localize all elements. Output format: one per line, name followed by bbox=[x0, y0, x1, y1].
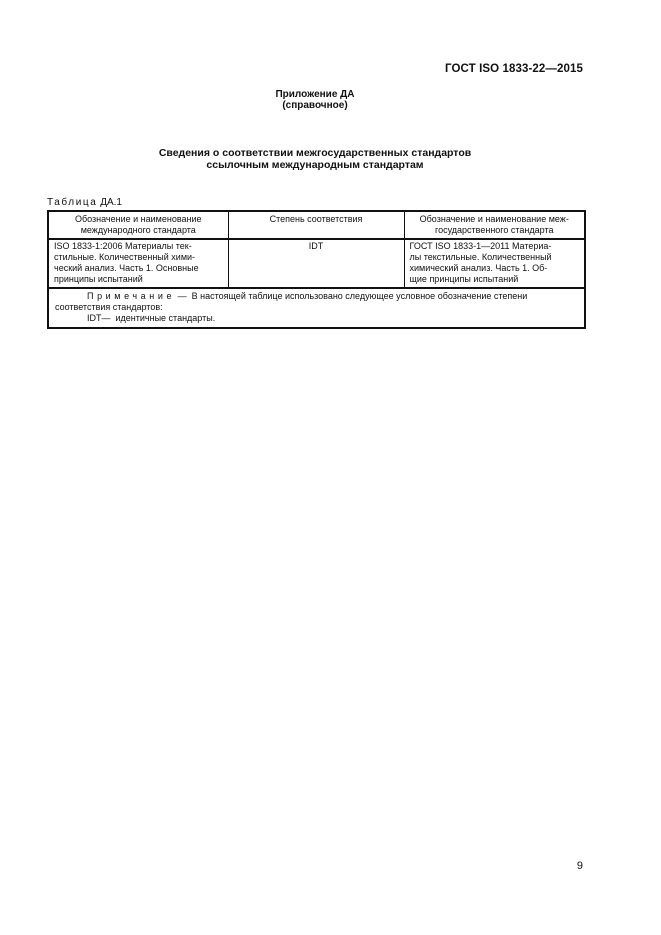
header-interstate-standard: Обозначение и наименование меж- государственного стандарта bbox=[404, 211, 585, 239]
table-note bbox=[48, 288, 585, 328]
table-note-row bbox=[48, 288, 585, 328]
table-caption bbox=[47, 197, 122, 208]
table-caption-number: ДА.1 bbox=[100, 197, 122, 208]
cell-international-standard: ISO 1833-1:2006 Материалы тек- стильные. Количественный хими- ческий анализ. Часть 1. Основные принципы испытаний bbox=[48, 239, 228, 288]
annex-heading bbox=[0, 89, 630, 111]
table-caption-word: Таблица bbox=[47, 197, 98, 208]
correspondence-table bbox=[47, 210, 586, 329]
annex-subtitle: (справочное) bbox=[282, 100, 348, 111]
note-abbreviation-meaning: идентичные стандарты. bbox=[115, 313, 216, 323]
note-text-line-1: В настоящей таблице использовано следующее условное обозначение степени bbox=[191, 291, 528, 301]
header-international-standard: Обозначение и наименование международного стандарта bbox=[48, 211, 228, 239]
page-number: 9 bbox=[576, 860, 583, 872]
cell-degree-of-correspondence: IDT bbox=[228, 239, 404, 288]
annex-title: Приложение ДА bbox=[275, 89, 355, 100]
header-degree-of-correspondence: Степень соответствия bbox=[228, 211, 404, 239]
table-header-row bbox=[48, 211, 585, 239]
cell-interstate-standard: ГОСТ ISO 1833-1—2011 Материа- лы текстильные. Количественный химический анализ. Часть 1. Об- щие принципы испытаний bbox=[404, 239, 585, 288]
section-title bbox=[0, 147, 630, 171]
section-title-line-2: ссылочным международным стандартам bbox=[206, 159, 424, 171]
note-abbreviation: IDT— bbox=[87, 313, 111, 323]
section-title-line-1: Сведения о соответствии межгосударственных стандартов bbox=[158, 147, 472, 159]
document-code: ГОСТ ISO 1833-22—2015 bbox=[445, 63, 583, 75]
note-dash: — bbox=[177, 291, 187, 301]
note-text-line-2: соответствия стандартов: bbox=[55, 302, 163, 312]
note-label: Примечание bbox=[87, 291, 176, 301]
table-row bbox=[48, 239, 585, 288]
